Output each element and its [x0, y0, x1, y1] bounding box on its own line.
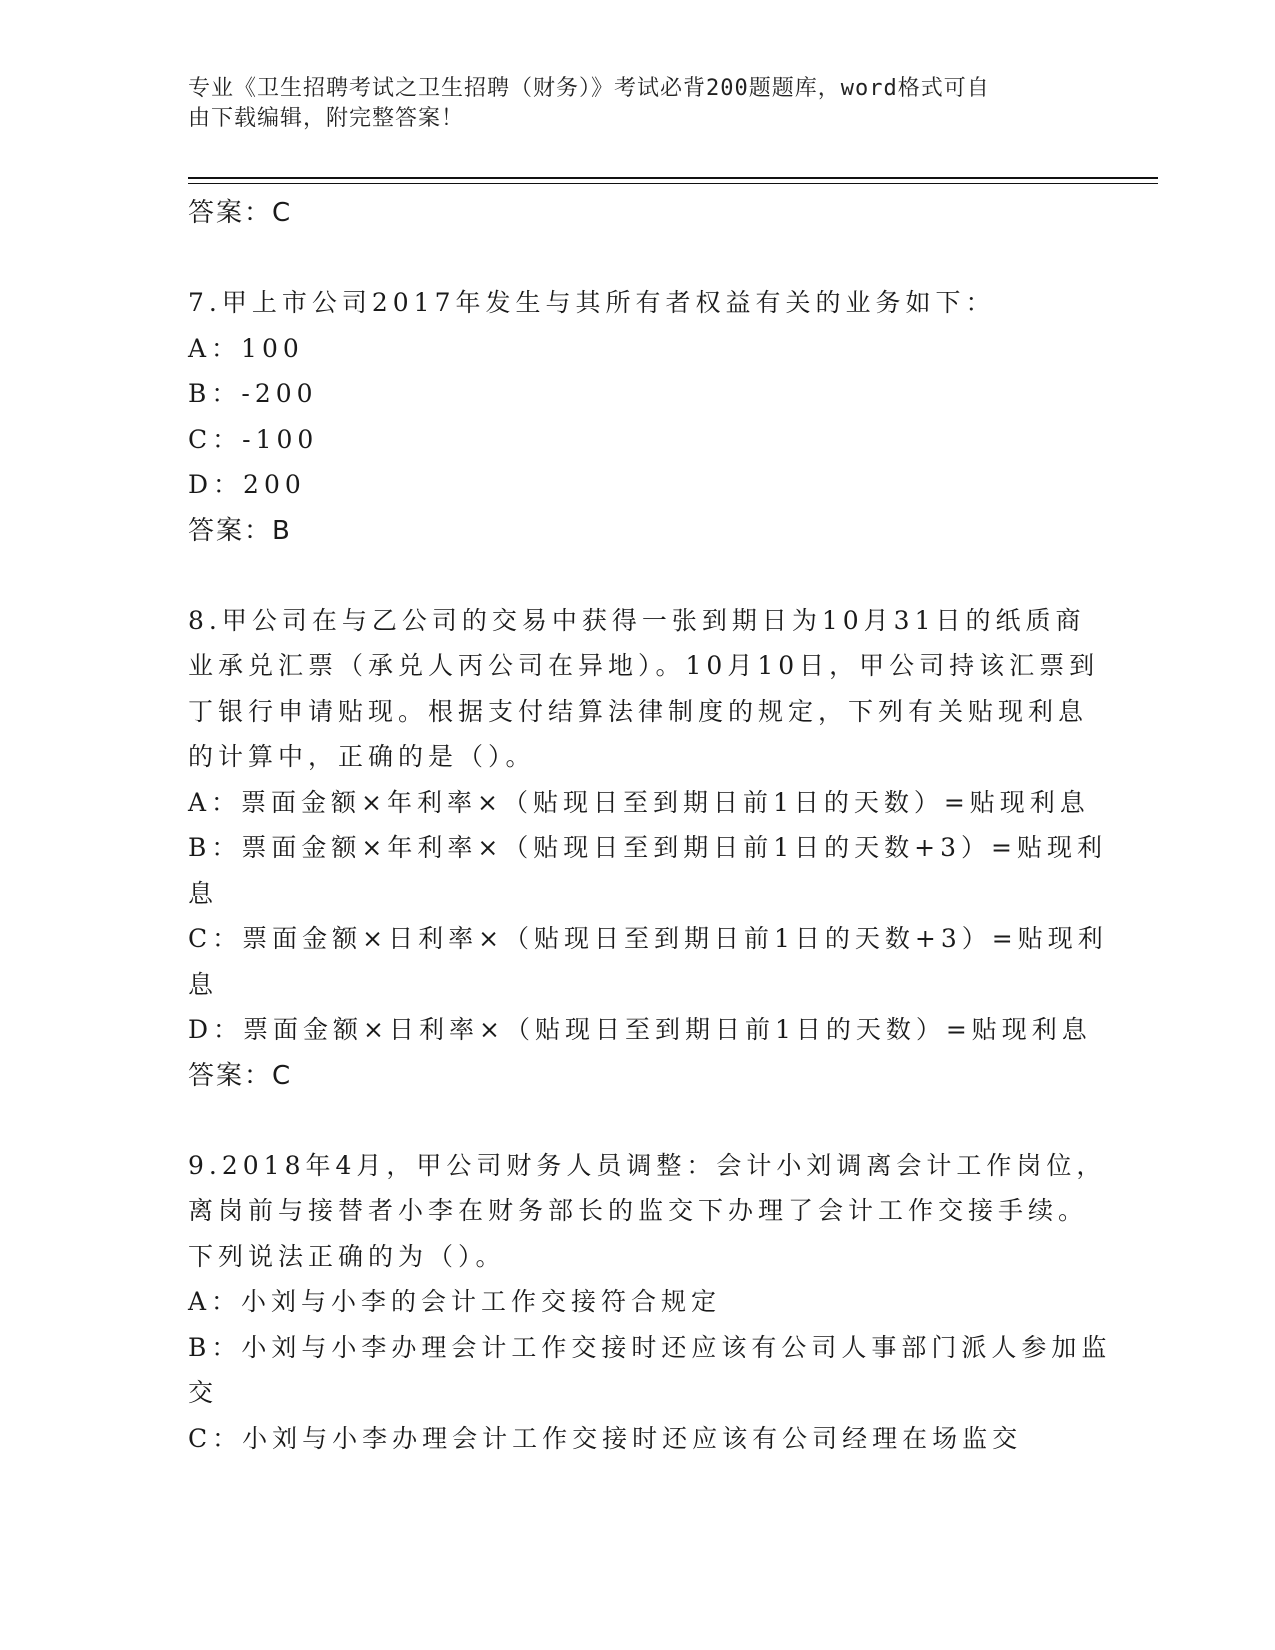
question-stem-line: 下列说法正确的为（）。: [188, 1241, 506, 1271]
option-b-continued: 息: [188, 878, 219, 908]
option-d: D：200: [188, 470, 306, 499]
document-body: [188, 190, 1112, 1461]
question-9: [188, 1143, 1112, 1462]
option-c: C：-100: [188, 424, 319, 454]
question-stem-line: 8.甲公司在与乙公司的交易中获得一张到期日为10月31日的纸质商: [188, 605, 1086, 635]
question-7: [188, 280, 1088, 554]
previous-answer: 答案：C: [188, 198, 293, 228]
option-d: D：票面金额×日利率×（贴现日至到期日前1日的天数）=贴现利息: [188, 1015, 1092, 1044]
option-c-continued: 息: [188, 969, 219, 999]
spacer: [188, 554, 1088, 598]
option-b-continued: 交: [188, 1378, 219, 1407]
question-stem-line: 9.2018年4月，甲公司财务人员调整：会计小刘调离会计工作岗位，: [188, 1150, 1107, 1180]
question-stem-line: 业承兑汇票（承兑人丙公司在异地）。10月10日，甲公司持该汇票到: [188, 651, 1100, 680]
header-divider-thick: [188, 177, 1158, 179]
question-stem-line: 的计算中，正确的是（）。: [188, 742, 536, 771]
question-stem-line: 离岗前与接替者小李在财务部长的监交下办理了会计工作交接手续。: [188, 1196, 1089, 1225]
spacer: [188, 236, 1088, 280]
header-line-1: 专业《卫生招聘考试之卫生招聘（财务）》考试必背200题题库，word格式可自: [188, 76, 990, 101]
option-b: B：小刘与小李办理会计工作交接时还应该有公司人事部门派人参加监: [188, 1332, 1112, 1362]
option-a: A：100: [188, 333, 304, 363]
question-stem-line: 丁银行申请贴现。根据支付结算法律制度的规定，下列有关贴现利息: [188, 696, 1089, 726]
question-8: [188, 598, 1108, 1099]
question-answer: 答案：B: [188, 515, 292, 546]
option-c: C：小刘与小李办理会计工作交接时还应该有公司经理在场监交: [188, 1423, 1023, 1453]
option-b: B：票面金额×年利率×（贴现日至到期日前1日的天数+3）=贴现利: [188, 833, 1107, 862]
option-a: A：票面金额×年利率×（贴现日至到期日前1日的天数）=贴现利息: [188, 787, 1090, 817]
spacer: [188, 1099, 1088, 1143]
option-c: C：票面金额×日利率×（贴现日至到期日前1日的天数+3）=贴现利: [188, 924, 1108, 953]
header-line-2: 由下载编辑，附完整答案！: [188, 106, 465, 131]
option-b: B：-200: [188, 379, 318, 408]
question-stem-line: 7.甲上市公司2017年发生与其所有者权益有关的业务如下：: [188, 288, 996, 317]
header-divider-thin: [188, 183, 1158, 184]
question-answer: 答案：C: [188, 1060, 293, 1091]
document-header: [188, 74, 1068, 134]
option-a: A：小刘与小李的会计工作交接符合规定: [188, 1287, 722, 1316]
